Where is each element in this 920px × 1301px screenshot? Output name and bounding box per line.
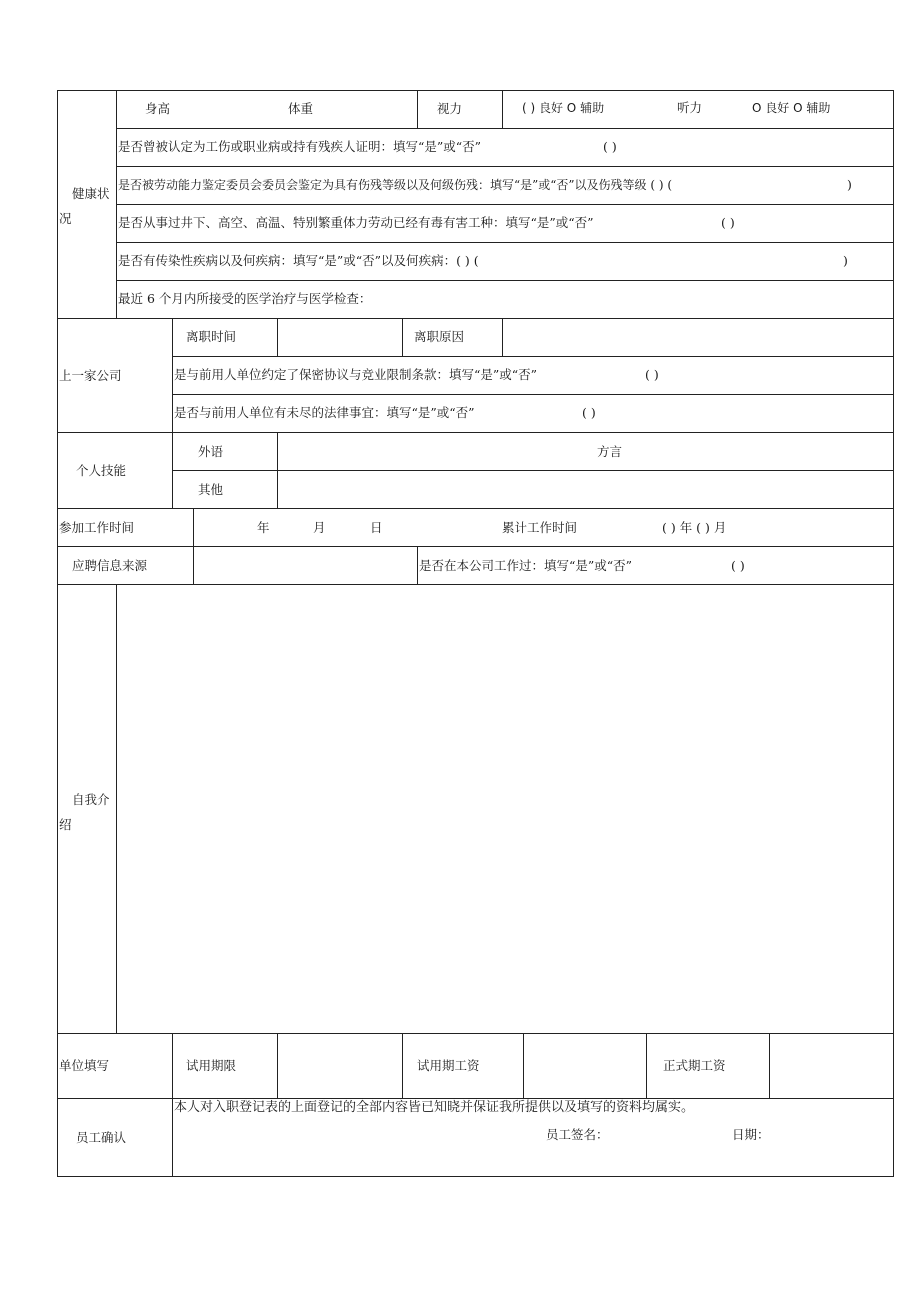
table-border-right [893, 90, 894, 1177]
section-divider [57, 508, 894, 509]
height-label: 身高 [145, 101, 171, 116]
probation-salary-field[interactable] [527, 1038, 641, 1093]
formal-salary-label: 正式期工资 [663, 1058, 726, 1073]
probation-salary-label: 试用期工资 [417, 1058, 480, 1073]
date-field[interactable] [768, 1122, 886, 1146]
row-divider [116, 242, 894, 243]
table-border-top [57, 90, 894, 91]
col-divider [417, 546, 418, 584]
probation-period-field[interactable] [281, 1038, 397, 1093]
formal-salary-field[interactable] [773, 1038, 889, 1093]
col-divider [417, 90, 418, 128]
section-divider [57, 584, 894, 585]
work-start-month[interactable]: 月 [313, 520, 326, 535]
signature-label: 员工签名： [546, 1127, 609, 1142]
legal-answer-field[interactable]: ( ) [582, 405, 596, 420]
self-intro-label: 自我介 [72, 792, 110, 807]
section-divider [57, 546, 894, 547]
col-divider [277, 432, 278, 508]
row-divider [116, 166, 894, 167]
col-divider [502, 318, 503, 356]
previous-company-label: 上一家公司 [59, 368, 122, 383]
vision-label: 视力 [437, 101, 463, 116]
col-divider [523, 1033, 524, 1098]
col-divider [277, 1033, 278, 1098]
disability-answer-close[interactable]: ) [847, 177, 852, 192]
foreign-language-label: 外语 [198, 444, 224, 459]
col-divider [116, 584, 117, 1033]
signature-field[interactable] [606, 1122, 716, 1146]
total-work-field[interactable]: ( ) 年 ( ) 月 [662, 520, 727, 535]
injury-question: 是否曾被认定为工伤或职业病或持有残疾人证明：填写“是”或“否” [118, 139, 482, 154]
other-skills-field[interactable] [282, 474, 888, 504]
other-skills-label: 其他 [198, 482, 224, 497]
work-start-day[interactable]: 日 [370, 520, 383, 535]
table-border-left [57, 90, 58, 1177]
dialect-label: 方言 [597, 444, 623, 459]
row-divider [172, 394, 894, 395]
work-start-label: 参加工作时间 [59, 520, 135, 535]
section-divider [57, 432, 894, 433]
vision-options[interactable]: ( ) 良好 O 辅助 [522, 101, 605, 115]
col-divider [116, 90, 117, 318]
worked-here-answer-field[interactable]: ( ) [731, 558, 745, 573]
weight-label: 体重 [288, 101, 314, 116]
table-border-bottom [57, 1176, 894, 1177]
health-section-label-cont: 况 [59, 211, 72, 226]
work-start-year[interactable]: 年 [257, 520, 270, 535]
leave-reason-label: 离职原因 [414, 329, 465, 344]
leave-time-label: 离职时间 [186, 329, 237, 344]
injury-answer-field[interactable]: ( ) [603, 139, 617, 154]
col-divider [502, 90, 503, 128]
probation-period-label: 试用期限 [186, 1058, 237, 1073]
col-divider [769, 1033, 770, 1098]
row-divider [116, 128, 894, 129]
self-intro-label-cont: 绍 [59, 817, 72, 832]
worked-here-question: 是否在本公司工作过：填写“是”或“否” [419, 558, 633, 573]
skills-section-label: 个人技能 [76, 463, 127, 478]
source-label: 应聘信息来源 [72, 558, 148, 573]
legal-question: 是否与前用人单位有未尽的法律事宜：填写“是”或“否” [174, 405, 475, 420]
employee-confirm-label: 员工确认 [76, 1130, 127, 1145]
col-divider [172, 432, 173, 508]
col-divider [402, 1033, 403, 1098]
col-divider [172, 318, 173, 432]
hearing-label: 听力 [677, 100, 703, 115]
unit-fill-label: 单位填写 [59, 1058, 110, 1073]
hazard-answer-field[interactable]: ( ) [721, 215, 735, 230]
col-divider [193, 508, 194, 584]
section-divider [57, 1098, 894, 1099]
weight-field[interactable] [320, 96, 410, 122]
col-divider [172, 1033, 173, 1177]
height-field[interactable] [180, 96, 280, 122]
infectious-answer-close[interactable]: ) [843, 253, 848, 268]
medical-question: 最近 6 个月内所接受的医学治疗与医学检查： [118, 291, 372, 306]
self-intro-textarea[interactable] [121, 589, 887, 1027]
foreign-language-field[interactable] [282, 436, 582, 466]
hazard-question: 是否从事过井下、高空、高温、特别繁重体力劳动已经有毒有害工种：填写“是”或“否” [118, 215, 594, 230]
disability-question: 是否被劳动能力鉴定委员会委员会鉴定为具有伤残等级以及何级伤残：填写“是”或“否”以及伤残等级 ( ) ( [118, 178, 673, 192]
confidentiality-answer-field[interactable]: ( ) [645, 367, 659, 382]
hearing-options[interactable]: O 良好 O 辅助 [752, 101, 831, 115]
infectious-question: 是否有传染性疾病以及何疾病：填写“是”或“否”以及何疾病：( ) ( [118, 253, 479, 268]
health-section-label: 健康状 [72, 186, 110, 201]
confirm-statement: 本人对入职登记表的上面登记的全部内容皆已知晓并保证我所提供以及填写的资料均属实。 [174, 1100, 695, 1115]
row-divider [116, 204, 894, 205]
col-divider [277, 318, 278, 356]
col-divider [646, 1033, 647, 1098]
leave-reason-field[interactable] [506, 322, 890, 352]
row-divider [116, 280, 894, 281]
row-divider [172, 356, 894, 357]
row-divider [172, 470, 894, 471]
date-label: 日期： [732, 1127, 770, 1142]
col-divider [402, 318, 403, 356]
leave-time-field[interactable] [280, 322, 398, 352]
total-work-label: 累计工作时间 [502, 520, 578, 535]
source-field[interactable] [197, 550, 411, 580]
section-divider [57, 318, 894, 319]
confidentiality-question: 是与前用人单位约定了保密协议与竞业限制条款：填写“是”或“否” [174, 367, 538, 382]
